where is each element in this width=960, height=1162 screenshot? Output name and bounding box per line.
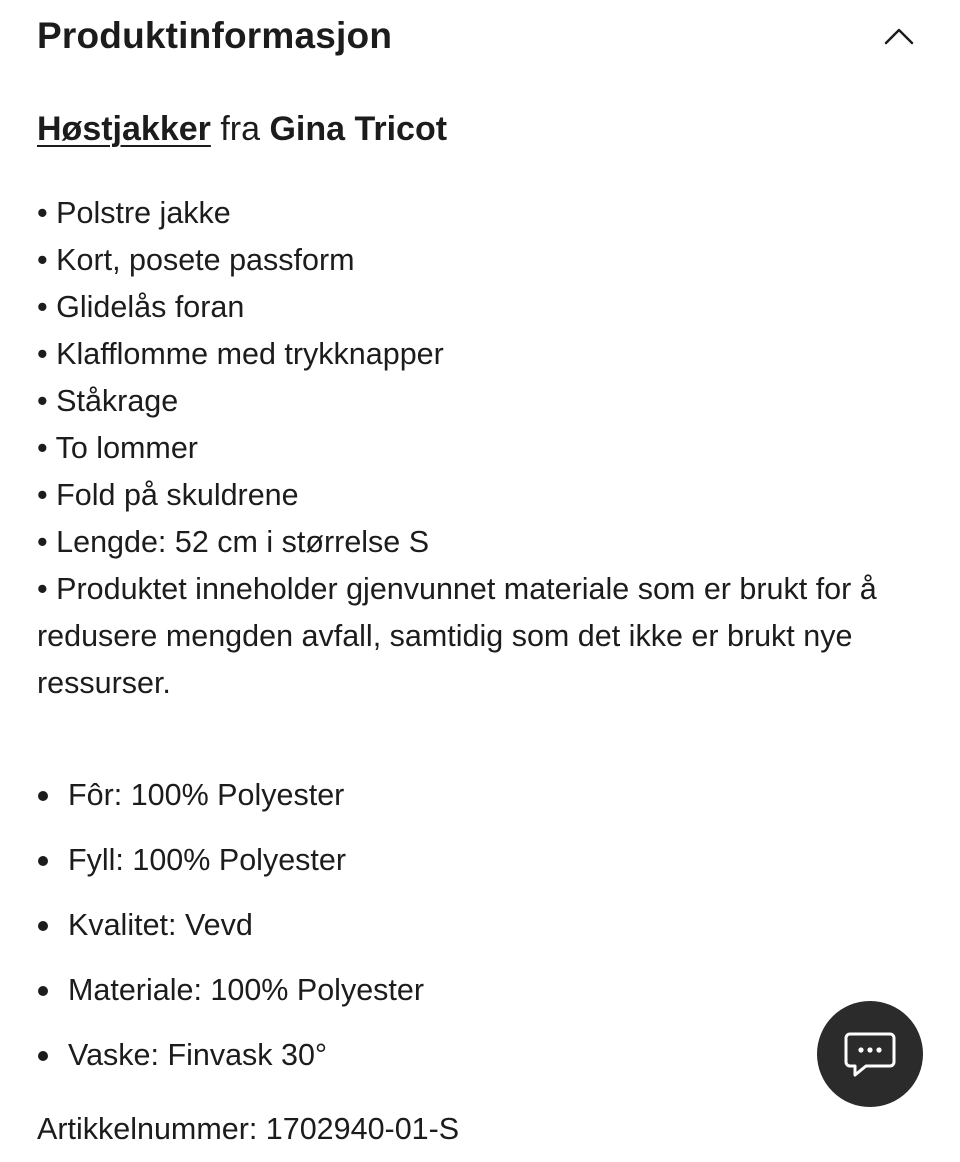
brand-line [37, 106, 447, 152]
spec-list [37, 763, 737, 1088]
description-item: • To lommer [37, 431, 198, 465]
spec-text: Fôr: 100% Polyester [68, 778, 345, 812]
spec-item [37, 828, 737, 893]
bullet-icon [38, 1051, 48, 1061]
bullet-icon [38, 986, 48, 996]
spec-item [37, 1023, 737, 1088]
bullet-icon [38, 921, 48, 931]
spec-text: Materiale: 100% Polyester [68, 973, 425, 1007]
spec-item [37, 893, 737, 958]
description-item: • Glidelås foran [37, 290, 245, 324]
spec-text: Vaske: Finvask 30° [68, 1038, 328, 1072]
brand-name: Gina Tricot [269, 110, 448, 148]
description-list [37, 190, 927, 707]
description-item: • Produktet inneholder gjenvunnet materiale som er brukt for å redusere mengden avfall, samtidig som det ikke er brukt nye ressurser. [37, 572, 877, 700]
chevron-up-icon[interactable] [881, 18, 917, 54]
chat-bubble-icon [842, 1028, 898, 1080]
description-item: • Kort, posete passform [37, 243, 355, 277]
section-title: Produktinformasjon [37, 15, 393, 56]
bullet-icon [38, 856, 48, 866]
category-link[interactable]: Høstjakker [37, 110, 211, 148]
description-item: • Lengde: 52 cm i størrelse S [37, 525, 430, 559]
spec-text: Kvalitet: Vevd [68, 908, 253, 942]
description-item: • Fold på skuldrene [37, 478, 299, 512]
description-item: • Klafflomme med trykknapper [37, 337, 444, 371]
spec-item [37, 958, 737, 1023]
chat-button[interactable] [817, 1001, 923, 1107]
brand-connector: fra [220, 110, 261, 148]
spec-item [37, 763, 737, 828]
description-item: • Ståkrage [37, 384, 179, 418]
product-info-header[interactable] [37, 10, 923, 62]
description-item: • Polstre jakke [37, 196, 231, 230]
bullet-icon [38, 791, 48, 801]
spec-text: Fyll: 100% Polyester [68, 843, 346, 877]
article-number: Artikkelnummer: 1702940-01-S [37, 1112, 460, 1146]
